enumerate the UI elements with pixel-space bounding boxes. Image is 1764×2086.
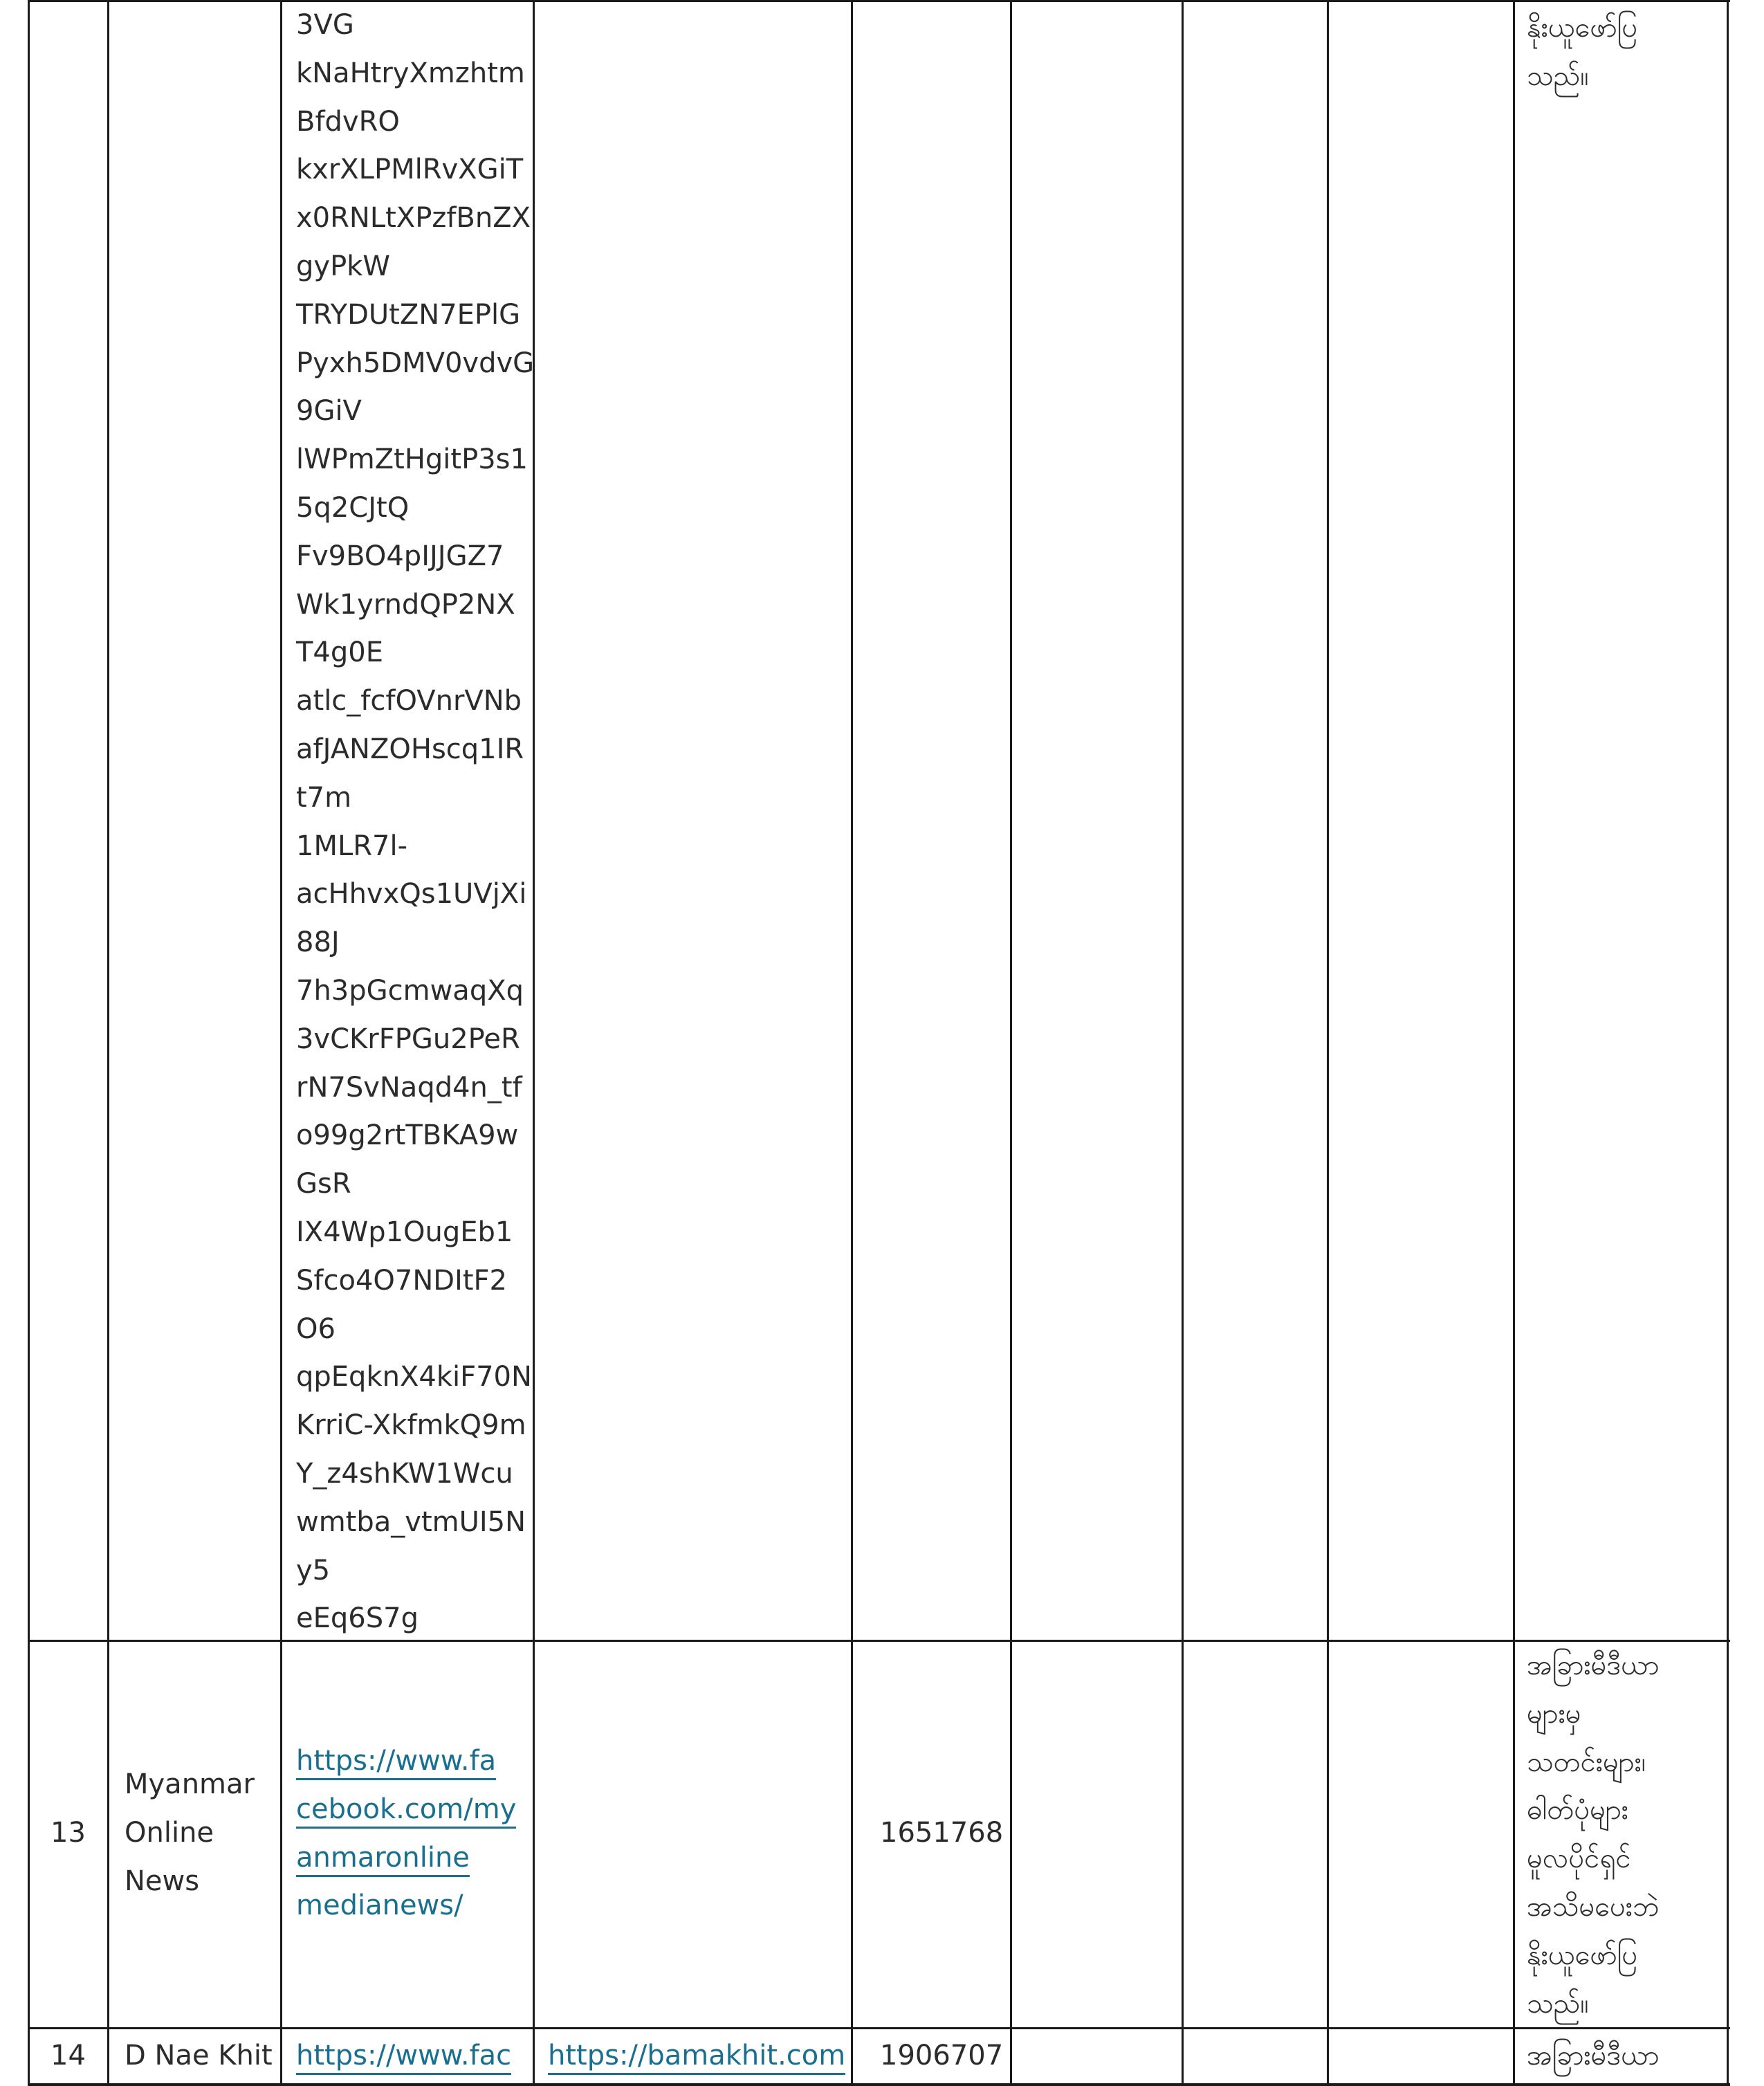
link-line: 7h3pGcmwaqXq	[296, 974, 524, 1007]
link-line: GsR	[296, 1168, 351, 1200]
link-line: 1MLR7l-	[296, 830, 408, 862]
row13-facebook-link[interactable]	[296, 1737, 516, 1930]
link-line: lWPmZtHgitP3s1	[296, 443, 528, 476]
row12-remark	[1527, 4, 1637, 101]
remark-line: အခြားမီဒီယာ	[1527, 1649, 1660, 1681]
link-line: medianews/	[296, 1890, 463, 1922]
name-line: News	[125, 1865, 200, 1897]
remark-line: အသိမပေးဘဲ	[1527, 1890, 1660, 1923]
remark-line: သည်။	[1527, 60, 1589, 92]
remark-line: ဓါတ်ပုံများ	[1527, 1794, 1628, 1827]
row14-followers: 1906707	[880, 2040, 1004, 2071]
link-line: Wk1yrndQP2NX	[296, 588, 515, 621]
grid-line	[1327, 0, 1329, 2086]
row13-number: 13	[50, 1817, 86, 1849]
link-line: 9GiV	[296, 395, 362, 428]
link-line: acHhvxQs1UVjXi	[296, 878, 527, 911]
link-line: kNaHtryXmzhtm	[296, 57, 525, 89]
grid-line	[851, 0, 853, 2086]
remark-line: သတင်းများ၊	[1527, 1746, 1646, 1778]
remark-line: သည်။	[1527, 1987, 1589, 2020]
link-line: rN7SvNaqd4n_tf	[296, 1071, 522, 1104]
grid-line	[1727, 0, 1729, 2086]
link-line: qpEqknX4kiF70N	[296, 1361, 532, 1393]
name-line: Myanmar	[125, 1768, 255, 1800]
link-line: Y_z4shKW1Wcu	[296, 1457, 513, 1490]
link-line: IX4Wp1OugEb1	[296, 1216, 513, 1248]
link-line: Fv9BO4pIJJGZ7	[296, 540, 504, 572]
grid-line	[28, 0, 30, 2086]
link-line: anmaronline	[296, 1834, 516, 1883]
grid-line	[1010, 0, 1012, 2086]
remark-line: များမှ	[1527, 1697, 1581, 1730]
link-line: KrriC-XkfmkQ9m	[296, 1409, 526, 1442]
link-line: x0RNLtXPzfBnZX	[296, 202, 531, 235]
link-line: Sfco4O7NDItF2	[296, 1264, 507, 1297]
row14-website-link[interactable]: https://bamakhit.com	[548, 2032, 845, 2080]
link-line: 3vCKrFPGu2PeR	[296, 1023, 520, 1055]
grid-line	[28, 2027, 1730, 2029]
link-line: o99g2rtTBKA9w	[296, 1119, 519, 1152]
remark-line: နိုးယူဖော်ပြ	[1527, 1939, 1638, 1971]
grid-line	[28, 1640, 1730, 1642]
link-line: t7m	[296, 781, 352, 814]
grid-line	[28, 0, 1730, 2]
grid-line	[107, 0, 109, 2086]
link-line: kxrXLPMlRvXGiT	[296, 154, 524, 186]
row13-name	[125, 1761, 255, 1905]
link-line: 5q2CJtQ	[296, 491, 410, 524]
remark-line: မူလပိုင်ရှင်	[1527, 1842, 1631, 1875]
grid-line	[1513, 0, 1515, 2086]
grid-line	[28, 2083, 1730, 2086]
link-line: 88J	[296, 926, 340, 959]
row14-name: D Nae Khit	[125, 2040, 273, 2071]
link-line: gyPkW	[296, 250, 390, 282]
row14-number: 14	[50, 2040, 86, 2071]
row13-followers: 1651768	[880, 1817, 1004, 1849]
link-line: wmtba_vtmUI5N	[296, 1506, 526, 1538]
link-line: TRYDUtZN7EPlG	[296, 298, 521, 331]
row13-remark	[1527, 1642, 1660, 2028]
link-line: T4g0E	[296, 637, 383, 669]
link-line: atlc_fcfOVnrVNb	[296, 685, 522, 717]
grid-line	[280, 0, 282, 2086]
name-line: Online	[125, 1816, 214, 1849]
link-line: Pyxh5DMV0vdvG	[296, 347, 535, 379]
link-line: cebook.com/my	[296, 1786, 516, 1834]
link-line: eEq6S7g	[296, 1602, 419, 1635]
link-line: afJANZOHscq1IR	[296, 733, 524, 765]
row14-facebook-link[interactable]: https://www.fac	[296, 2032, 511, 2080]
grid-line	[1182, 0, 1184, 2086]
link-line: y5	[296, 1554, 331, 1586]
remark-line: နိုးယူဖော်ပြ	[1527, 12, 1638, 44]
row12-link-text	[296, 1, 534, 1643]
row14-remark: အခြားမီဒီယာ	[1527, 2040, 1660, 2071]
link-line: O6	[296, 1312, 336, 1345]
link-line: 3VG	[296, 9, 354, 41]
link-line: https://www.fa	[296, 1737, 516, 1786]
link-line: BfdvRO	[296, 105, 400, 138]
